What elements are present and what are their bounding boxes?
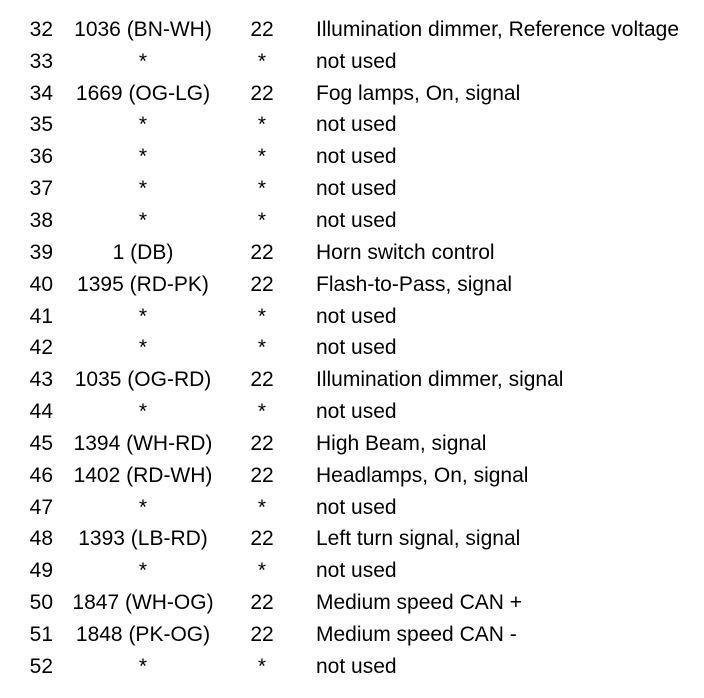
function-cell: Headlamps, On, signal — [316, 463, 529, 487]
table-row — [0, 110, 704, 142]
gauge-cell: * — [257, 495, 267, 519]
gauge-cell: * — [257, 336, 267, 360]
gauge-cell: * — [257, 208, 267, 232]
gauge-cell: 22 — [250, 272, 274, 296]
table-row — [0, 460, 704, 492]
pin-cell: 50 — [29, 591, 53, 615]
pin-cell: 33 — [29, 49, 53, 73]
gauge-cell: 22 — [250, 81, 274, 105]
gauge-cell: 22 — [250, 591, 274, 615]
pin-cell: 52 — [29, 654, 53, 678]
pin-cell: 32 — [29, 17, 53, 41]
pin-cell: 49 — [29, 559, 53, 583]
function-cell: not used — [316, 49, 397, 73]
table-row — [0, 301, 704, 333]
table-row — [0, 396, 704, 428]
function-cell: not used — [316, 495, 397, 519]
circuit-cell: 1402 (RD-WH) — [73, 463, 213, 487]
table-row — [0, 46, 704, 78]
gauge-cell: * — [257, 145, 267, 169]
pin-cell: 36 — [29, 145, 53, 169]
pin-cell: 35 — [29, 113, 53, 137]
function-cell: High Beam, signal — [316, 431, 487, 455]
pin-cell: 48 — [29, 527, 53, 551]
table-row — [0, 619, 704, 651]
function-cell: not used — [316, 654, 397, 678]
gauge-cell: * — [257, 559, 267, 583]
circuit-cell: 1036 (BN-WH) — [74, 17, 212, 41]
table-row — [0, 141, 704, 173]
circuit-cell: * — [138, 145, 148, 169]
pin-cell: 38 — [29, 208, 53, 232]
table-row — [0, 14, 704, 46]
connector-pinout-table — [0, 14, 704, 683]
function-cell: not used — [316, 113, 397, 137]
function-cell: not used — [316, 559, 397, 583]
pin-cell: 45 — [29, 431, 53, 455]
table-row — [0, 173, 704, 205]
table-row — [0, 492, 704, 524]
pin-cell: 37 — [29, 177, 53, 201]
function-cell: Illumination dimmer, signal — [316, 368, 564, 392]
gauge-cell: 22 — [250, 431, 274, 455]
circuit-cell: 1035 (OG-RD) — [74, 368, 212, 392]
gauge-cell: * — [257, 49, 267, 73]
function-cell: not used — [316, 400, 397, 424]
table-row — [0, 555, 704, 587]
pin-cell: 41 — [29, 304, 53, 328]
circuit-cell: * — [138, 49, 148, 73]
circuit-cell: 1394 (WH-RD) — [73, 431, 213, 455]
function-cell: Medium speed CAN + — [316, 591, 523, 615]
gauge-cell: * — [257, 654, 267, 678]
gauge-cell: 22 — [250, 527, 274, 551]
circuit-cell: 1848 (PK-OG) — [75, 622, 211, 646]
table-row — [0, 428, 704, 460]
function-cell: not used — [316, 145, 397, 169]
circuit-cell: 1395 (RD-PK) — [77, 272, 209, 296]
gauge-cell: 22 — [250, 17, 274, 41]
pin-cell: 40 — [29, 272, 53, 296]
table-row — [0, 587, 704, 619]
table-row — [0, 651, 704, 683]
function-cell: Flash-to-Pass, signal — [316, 272, 513, 296]
pin-cell: 34 — [29, 81, 53, 105]
function-cell: not used — [316, 208, 397, 232]
gauge-cell: 22 — [250, 463, 274, 487]
table-row — [0, 78, 704, 110]
gauge-cell: * — [257, 304, 267, 328]
circuit-cell: * — [138, 304, 148, 328]
function-cell: not used — [316, 336, 397, 360]
table-row — [0, 524, 704, 556]
pin-cell: 43 — [29, 368, 53, 392]
circuit-cell: * — [138, 559, 148, 583]
function-cell: not used — [316, 177, 397, 201]
pin-cell: 39 — [29, 240, 53, 264]
function-cell: Left turn signal, signal — [316, 527, 521, 551]
pin-cell: 47 — [29, 495, 53, 519]
function-cell: not used — [316, 304, 397, 328]
table-row — [0, 332, 704, 364]
table-row — [0, 269, 704, 301]
pin-cell: 42 — [29, 336, 53, 360]
function-cell: Horn switch control — [316, 240, 495, 264]
function-cell: Fog lamps, On, signal — [316, 81, 521, 105]
circuit-cell: 1393 (LB-RD) — [78, 527, 208, 551]
gauge-cell: * — [257, 113, 267, 137]
circuit-cell: * — [138, 654, 148, 678]
gauge-cell: 22 — [250, 622, 274, 646]
function-cell: Medium speed CAN - — [316, 622, 517, 646]
table-row — [0, 205, 704, 237]
circuit-cell: * — [138, 113, 148, 137]
circuit-cell: 1847 (WH-OG) — [72, 591, 214, 615]
circuit-cell: 1669 (OG-LG) — [75, 81, 211, 105]
gauge-cell: * — [257, 177, 267, 201]
pin-cell: 51 — [29, 622, 53, 646]
gauge-cell: * — [257, 400, 267, 424]
gauge-cell: 22 — [250, 240, 274, 264]
table-row — [0, 237, 704, 269]
circuit-cell: 1 (DB) — [112, 240, 174, 264]
function-cell: Illumination dimmer, Reference voltage — [316, 17, 680, 41]
gauge-cell: 22 — [250, 368, 274, 392]
circuit-cell: * — [138, 208, 148, 232]
table-row — [0, 364, 704, 396]
pin-cell: 44 — [29, 400, 53, 424]
circuit-cell: * — [138, 400, 148, 424]
circuit-cell: * — [138, 495, 148, 519]
circuit-cell: * — [138, 336, 148, 360]
pin-cell: 46 — [29, 463, 53, 487]
circuit-cell: * — [138, 177, 148, 201]
